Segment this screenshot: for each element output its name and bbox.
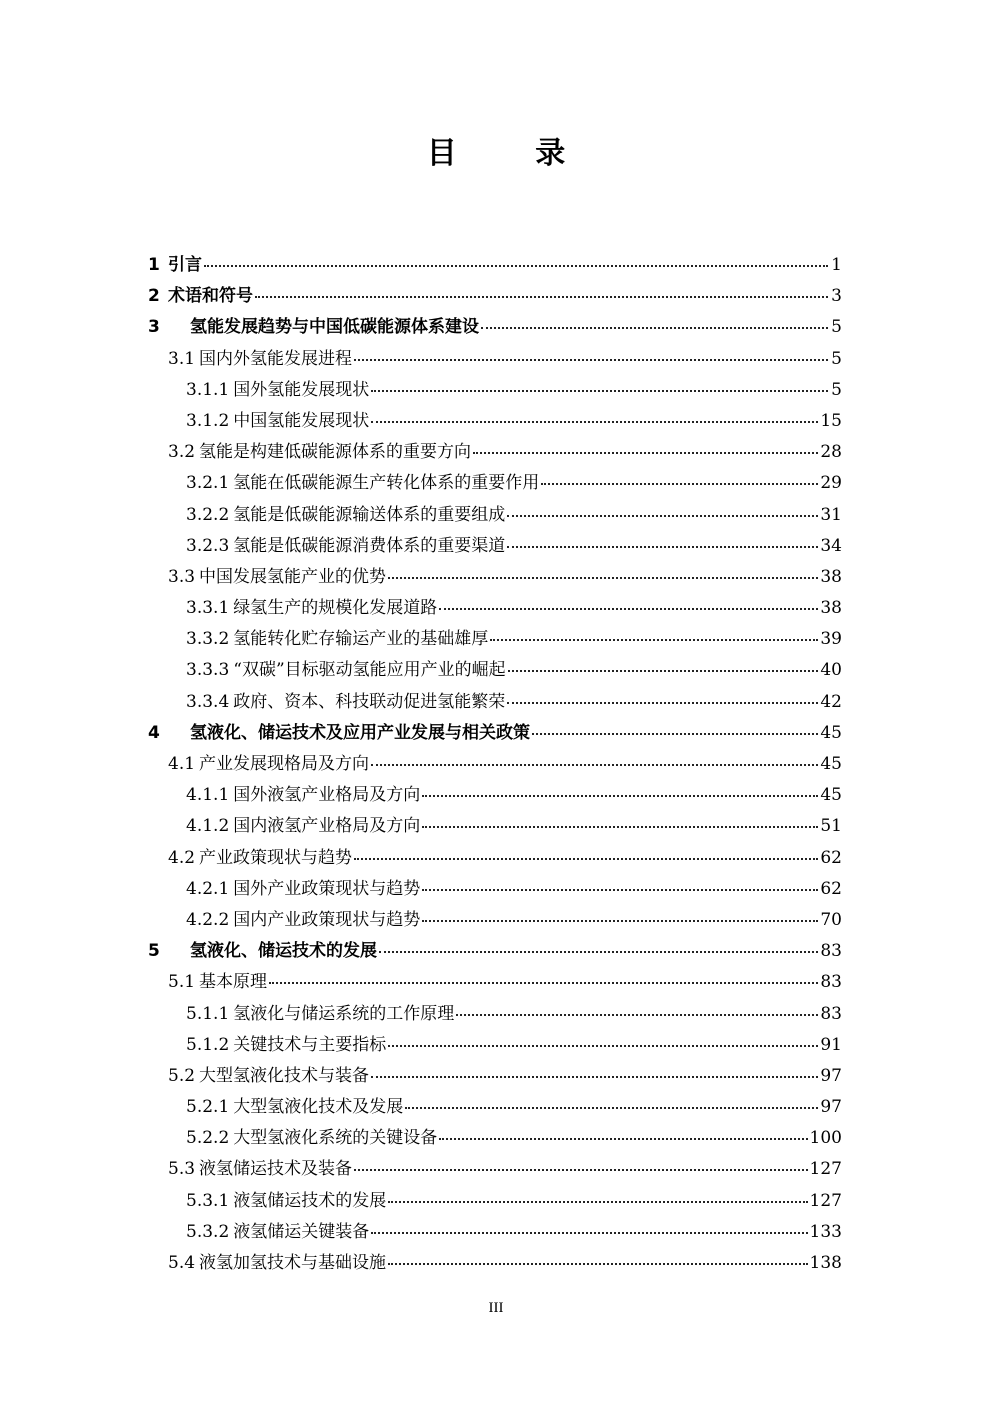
toc-entry-title: 国内液氢产业格局及方向 [233, 816, 421, 837]
toc-entry[interactable] [148, 281, 842, 312]
dot-leader [456, 1013, 818, 1016]
toc-entry-title: 氢能是构建低碳能源体系的重要方向 [199, 442, 472, 463]
toc-entry-title: 氢能在低碳能源生产转化体系的重要作用 [233, 473, 540, 494]
toc-entry[interactable] [148, 1186, 842, 1217]
toc-entry[interactable] [148, 1061, 842, 1092]
toc-entry-page: 83 [820, 1003, 842, 1024]
toc-entry-title: 关键技术与主要指标 [233, 1034, 387, 1055]
toc-entry-number: 4.2.2 [186, 909, 230, 930]
toc-entry-page: 34 [820, 535, 842, 556]
toc-entry-page: 1 [831, 255, 842, 275]
dot-leader [508, 669, 819, 672]
toc-entry-title: 氢能发展趋势与中国低碳能源体系建设 [190, 317, 479, 338]
toc-entry-title: 国外液氢产业格局及方向 [233, 785, 421, 806]
toc-entry-number: 5.1.2 [186, 1034, 230, 1055]
toc-entry[interactable] [148, 655, 842, 686]
dot-leader [507, 701, 818, 704]
toc-entry[interactable] [148, 1217, 842, 1248]
toc-entry-number: 4.2 [168, 847, 196, 868]
toc-entry-number: 5.4 [168, 1253, 196, 1273]
toc-entry-title: 氢液化与储运系统的工作原理 [233, 1003, 455, 1024]
toc-entry-title: 国外氢能发展现状 [233, 379, 370, 400]
toc-entry-number: 2 [148, 286, 160, 307]
toc-entry-title: 大型氢液化技术及发展 [233, 1097, 404, 1118]
toc-entry[interactable] [148, 624, 842, 655]
toc-entry-page: 42 [820, 691, 842, 712]
toc-entry[interactable] [148, 687, 842, 718]
toc-entry[interactable] [148, 375, 842, 406]
toc-entry-title: 产业政策现状与趋势 [199, 847, 353, 868]
toc-entry-title: 氢液化、储运技术的发展 [190, 941, 377, 962]
toc-entry-number: 3.2.2 [186, 504, 230, 525]
toc-entry[interactable] [148, 967, 842, 998]
dot-leader [473, 451, 818, 454]
toc-entry-title: 国外产业政策现状与趋势 [233, 878, 421, 899]
toc-entry-number: 3.1 [168, 348, 196, 369]
toc-entry-page: 5 [831, 348, 842, 369]
toc-entry-number: 5.3.1 [186, 1190, 230, 1211]
toc-entry-page: 45 [820, 785, 842, 806]
toc-entry-page: 31 [820, 504, 842, 525]
toc-entry-page: 91 [820, 1034, 842, 1055]
dot-leader [354, 358, 828, 361]
toc-entry-title: 氢能是低碳能源消费体系的重要渠道 [233, 535, 506, 556]
toc-entry-page: 70 [820, 909, 842, 930]
toc-entry-number: 3.3.2 [186, 629, 230, 650]
toc-entry-page: 39 [820, 629, 842, 650]
toc-entry-title: 氢能转化贮存输运产业的基础雄厚 [233, 629, 489, 650]
toc-entry-title: 基本原理 [199, 972, 268, 993]
toc-entry[interactable] [148, 562, 842, 593]
toc-entry-number: 3.3.1 [186, 598, 230, 619]
dot-leader [371, 763, 818, 766]
toc-entry[interactable] [148, 344, 842, 375]
toc-entry-number: 1 [148, 255, 160, 275]
toc-entry[interactable] [148, 437, 842, 468]
toc-entry-page: 127 [809, 1159, 842, 1180]
dot-leader [388, 1200, 807, 1203]
toc-entry[interactable] [148, 1030, 842, 1061]
toc-entry-page: 38 [820, 598, 842, 619]
dot-leader [481, 326, 828, 329]
dot-leader [422, 888, 818, 891]
toc-entry[interactable] [148, 468, 842, 499]
toc-entry-number: 3.3.4 [186, 691, 230, 712]
toc-entry-page: 15 [820, 410, 842, 431]
toc-entry-page: 45 [820, 722, 842, 743]
toc-entry-title: 液氢储运技术及装备 [199, 1159, 353, 1180]
dot-leader [405, 1106, 818, 1109]
dot-leader [371, 1231, 807, 1234]
page-number-footer: III [488, 1300, 504, 1316]
toc-entry-number: 5.3.2 [186, 1221, 230, 1242]
toc-entry[interactable] [148, 406, 842, 437]
dot-leader [532, 732, 818, 735]
toc-entry-title: 液氢加氢技术与基础设施 [199, 1253, 387, 1273]
toc-entry-page: 100 [809, 1128, 842, 1149]
toc-entry-title: 国内外氢能发展进程 [199, 348, 353, 369]
toc-entry-page: 83 [820, 941, 842, 962]
toc-entry-number: 4.1.2 [186, 816, 230, 837]
toc-entry-title: 中国发展氢能产业的优势 [199, 566, 387, 587]
table-of-contents [148, 250, 842, 1279]
toc-entry[interactable] [148, 1092, 842, 1123]
dot-leader [388, 576, 818, 579]
toc-entry[interactable] [148, 874, 842, 905]
dot-leader [388, 1044, 818, 1047]
toc-entry-title: 术语和符号 [168, 286, 253, 307]
toc-entry-number: 4.2.1 [186, 878, 230, 899]
toc-entry-title: 氢液化、储运技术及应用产业发展与相关政策 [190, 722, 530, 743]
toc-entry-number: 5.3 [168, 1159, 196, 1180]
toc-entry-page: 62 [820, 878, 842, 899]
dot-leader [269, 981, 818, 984]
toc-entry[interactable] [148, 312, 842, 343]
toc-entry-page: 97 [820, 1097, 842, 1118]
dot-leader [371, 1075, 818, 1078]
toc-entry-page: 62 [820, 847, 842, 868]
page-title: 目 录 [426, 136, 600, 171]
toc-entry-page: 3 [831, 286, 842, 307]
toc-entry[interactable] [148, 593, 842, 624]
toc-entry-number: 5 [148, 941, 160, 962]
toc-entry[interactable] [148, 1154, 842, 1185]
toc-entry[interactable] [148, 718, 842, 749]
toc-entry[interactable] [148, 905, 842, 936]
toc-entry-number: 3.3.3 [186, 660, 230, 681]
toc-entry-title: 大型氢液化系统的关键设备 [233, 1128, 438, 1149]
toc-entry-number: 3.3 [168, 566, 196, 587]
toc-entry-number: 3.2.1 [186, 473, 230, 494]
dot-leader [490, 638, 818, 641]
toc-entry-page: 127 [809, 1190, 842, 1211]
toc-entry-number: 5.1 [168, 972, 196, 993]
toc-entry-page: 83 [820, 972, 842, 993]
dot-leader [507, 545, 818, 548]
toc-entry-page: 97 [820, 1065, 842, 1086]
dot-leader [388, 1262, 808, 1265]
toc-entry[interactable] [148, 250, 842, 281]
toc-entry-title: 液氢储运技术的发展 [233, 1190, 387, 1211]
toc-entry-number: 5.1.1 [186, 1003, 230, 1024]
toc-entry-page: 5 [831, 317, 842, 338]
toc-entry-number: 5.2.2 [186, 1128, 230, 1149]
toc-entry[interactable] [148, 780, 842, 811]
toc-entry-number: 3.1.2 [186, 410, 230, 431]
toc-entry-number: 4 [148, 722, 160, 743]
toc-entry-title: 国内产业政策现状与趋势 [233, 909, 421, 930]
toc-entry-number: 5.2.1 [186, 1097, 230, 1118]
dot-leader [507, 514, 818, 517]
toc-entry-title: 政府、资本、科技联动促进氢能繁荣 [233, 691, 506, 712]
toc-entry-page: 38 [820, 566, 842, 587]
toc-entry[interactable] [148, 843, 842, 874]
toc-entry[interactable] [148, 811, 842, 842]
dot-leader [541, 482, 818, 485]
toc-entry-title: 大型氢液化技术与装备 [199, 1065, 370, 1086]
toc-entry[interactable] [148, 749, 842, 780]
toc-entry[interactable] [148, 1123, 842, 1154]
dot-leader [371, 389, 828, 392]
dot-leader [422, 794, 818, 797]
toc-entry-title: 液氢储运关键装备 [233, 1221, 370, 1242]
dot-leader [354, 1168, 808, 1171]
toc-entry-number: 4.1 [168, 754, 196, 774]
toc-entry-number: 3.2 [168, 442, 196, 463]
toc-entry-page: 51 [820, 816, 842, 837]
dot-leader [439, 607, 818, 610]
toc-entry-page: 28 [820, 442, 842, 463]
toc-entry-title: 产业发展现格局及方向 [199, 754, 370, 774]
toc-entry-title: 氢能是低碳能源输送体系的重要组成 [233, 504, 506, 525]
toc-entry-page: 133 [809, 1221, 842, 1242]
toc-entry-number: 3.2.3 [186, 535, 230, 556]
toc-entry-number: 3 [148, 317, 160, 338]
toc-entry-page: 5 [831, 379, 842, 400]
toc-entry-number: 3.1.1 [186, 379, 230, 400]
dot-leader [379, 950, 818, 953]
toc-entry-number: 4.1.1 [186, 785, 230, 806]
toc-entry[interactable] [148, 936, 842, 967]
toc-entry-page: 40 [820, 660, 842, 681]
dot-leader [354, 857, 818, 860]
dot-leader [255, 295, 828, 298]
dot-leader [422, 825, 818, 828]
toc-entry-title: “双碳”目标驱动氢能应用产业的崛起 [233, 660, 506, 681]
toc-entry-page: 29 [820, 473, 842, 494]
toc-entry[interactable] [148, 531, 842, 562]
toc-entry-page: 45 [820, 754, 842, 774]
toc-entry[interactable] [148, 1248, 842, 1279]
toc-entry-title: 绿氢生产的规模化发展道路 [233, 598, 438, 619]
dot-leader [422, 919, 818, 922]
toc-entry-number: 5.2 [168, 1065, 196, 1086]
toc-entry-title: 引言 [168, 255, 202, 275]
dot-leader [439, 1137, 807, 1140]
dot-leader [204, 264, 828, 267]
toc-entry[interactable] [148, 500, 842, 531]
toc-entry[interactable] [148, 999, 842, 1030]
toc-entry-page: 138 [809, 1253, 842, 1273]
toc-entry-title: 中国氢能发展现状 [233, 410, 370, 431]
dot-leader [371, 420, 818, 423]
